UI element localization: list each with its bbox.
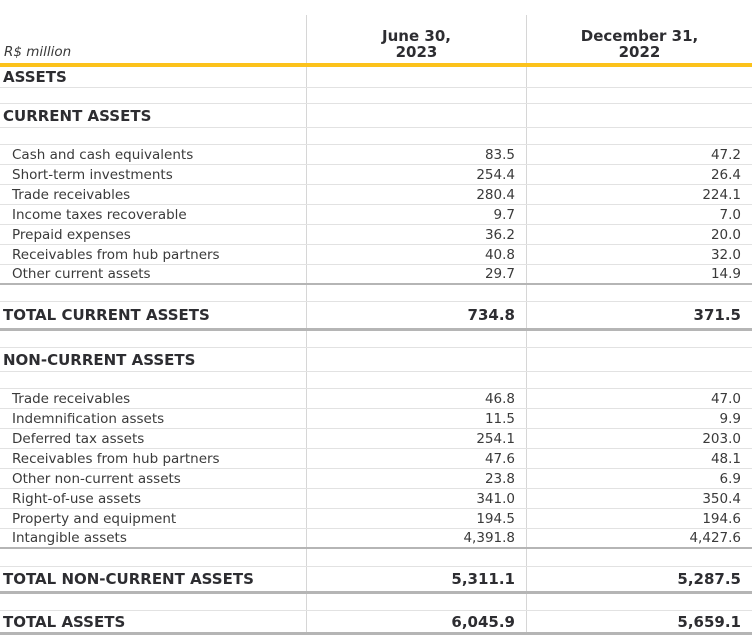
row-label: Short-term investments	[12, 166, 173, 183]
spacer-row	[0, 549, 752, 567]
section-title: NON-CURRENT ASSETS	[3, 350, 196, 369]
column-header-line2: 2022	[618, 43, 661, 61]
section-title: ASSETS	[3, 68, 67, 86]
table-row	[0, 449, 752, 469]
value-jun-2023: 29.7	[306, 265, 526, 283]
section-title: CURRENT ASSETS	[3, 106, 152, 125]
spacer-row	[0, 372, 752, 389]
table-row	[0, 469, 752, 489]
column-header-line2: 2023	[395, 43, 438, 61]
table-row	[0, 245, 752, 265]
empty-cell	[306, 67, 526, 87]
value-dec-2022: 350.4	[526, 489, 752, 508]
spacer-row	[0, 128, 752, 145]
value-jun-2023: 9.7	[306, 205, 526, 224]
table-row	[0, 389, 752, 409]
column-header-dec-2022	[526, 15, 752, 63]
value-jun-2023: 11.5	[306, 409, 526, 428]
value-jun-2023: 83.5	[306, 145, 526, 164]
value-dec-2022: 14.9	[526, 265, 752, 283]
value-jun-2023: 46.8	[306, 389, 526, 408]
row-label: Receivables from hub partners	[12, 246, 220, 263]
value-dec-2022: 4,427.6	[526, 529, 752, 547]
section-header-current-assets	[0, 104, 752, 128]
unit-label: R$ million	[4, 44, 72, 60]
value-jun-2023: 36.2	[306, 225, 526, 244]
value-dec-2022: 5,287.5	[526, 567, 752, 591]
total-label: TOTAL ASSETS	[3, 612, 126, 631]
value-dec-2022: 20.0	[526, 225, 752, 244]
section-header-noncurrent-assets	[0, 348, 752, 372]
table-row	[0, 429, 752, 449]
spacer-row	[0, 331, 752, 348]
total-label: TOTAL CURRENT ASSETS	[3, 306, 210, 324]
empty-cell	[526, 67, 752, 87]
row-label: Receivables from hub partners	[12, 450, 220, 467]
value-dec-2022: 371.5	[526, 302, 752, 328]
empty-cell	[526, 348, 752, 371]
value-dec-2022: 224.1	[526, 185, 752, 204]
table-row	[0, 185, 752, 205]
row-label: Property and equipment	[12, 510, 177, 527]
spacer-row	[0, 594, 752, 611]
value-dec-2022: 47.2	[526, 145, 752, 164]
value-dec-2022: 48.1	[526, 449, 752, 468]
value-dec-2022: 194.6	[526, 509, 752, 528]
value-jun-2023: 254.1	[306, 429, 526, 448]
column-header-line1: June 30,	[382, 27, 451, 45]
total-label: TOTAL NON-CURRENT ASSETS	[3, 570, 254, 588]
value-dec-2022: 5,659.1	[526, 611, 752, 632]
empty-cell	[526, 104, 752, 127]
value-jun-2023: 194.5	[306, 509, 526, 528]
spacer-row	[0, 88, 752, 104]
value-jun-2023: 254.4	[306, 165, 526, 184]
row-label: Deferred tax assets	[12, 430, 145, 447]
table-row	[0, 145, 752, 165]
row-label: Other non-current assets	[12, 470, 181, 487]
table-row	[0, 509, 752, 529]
column-header-jun-2023	[306, 15, 526, 63]
value-dec-2022: 26.4	[526, 165, 752, 184]
unit-label-cell	[0, 15, 306, 63]
row-label: Prepaid expenses	[12, 226, 131, 243]
table-row	[0, 205, 752, 225]
total-current-assets-row	[0, 302, 752, 331]
table-row	[0, 265, 752, 285]
value-jun-2023: 23.8	[306, 469, 526, 488]
table-header-row	[0, 15, 752, 67]
total-assets-row	[0, 611, 752, 635]
row-label: Trade receivables	[12, 186, 131, 203]
value-jun-2023: 5,311.1	[306, 567, 526, 591]
row-label: Other current assets	[12, 266, 151, 282]
table-row	[0, 529, 752, 549]
value-jun-2023: 40.8	[306, 245, 526, 264]
value-dec-2022: 7.0	[526, 205, 752, 224]
row-label: Intangible assets	[12, 530, 127, 546]
total-noncurrent-assets-row	[0, 567, 752, 594]
value-jun-2023: 734.8	[306, 302, 526, 328]
table-row	[0, 489, 752, 509]
table-row	[0, 409, 752, 429]
bottom-spacer	[0, 635, 752, 639]
row-label: Income taxes recoverable	[12, 206, 187, 223]
empty-cell	[306, 104, 526, 127]
value-jun-2023: 4,391.8	[306, 529, 526, 547]
row-label: Cash and cash equivalents	[12, 146, 194, 163]
value-dec-2022: 6.9	[526, 469, 752, 488]
spacer-row	[0, 285, 752, 302]
value-jun-2023: 341.0	[306, 489, 526, 508]
column-header-line1: December 31,	[580, 27, 699, 45]
value-dec-2022: 47.0	[526, 389, 752, 408]
value-dec-2022: 32.0	[526, 245, 752, 264]
value-jun-2023: 47.6	[306, 449, 526, 468]
empty-cell	[306, 348, 526, 371]
row-label: Trade receivables	[12, 390, 131, 407]
table-row	[0, 165, 752, 185]
value-jun-2023: 6,045.9	[306, 611, 526, 632]
table-row	[0, 225, 752, 245]
top-spacer	[0, 0, 752, 15]
value-jun-2023: 280.4	[306, 185, 526, 204]
row-label: Indemnification assets	[12, 410, 165, 427]
row-label: Right-of-use assets	[12, 490, 141, 507]
value-dec-2022: 9.9	[526, 409, 752, 428]
section-header-assets	[0, 67, 752, 88]
value-dec-2022: 203.0	[526, 429, 752, 448]
